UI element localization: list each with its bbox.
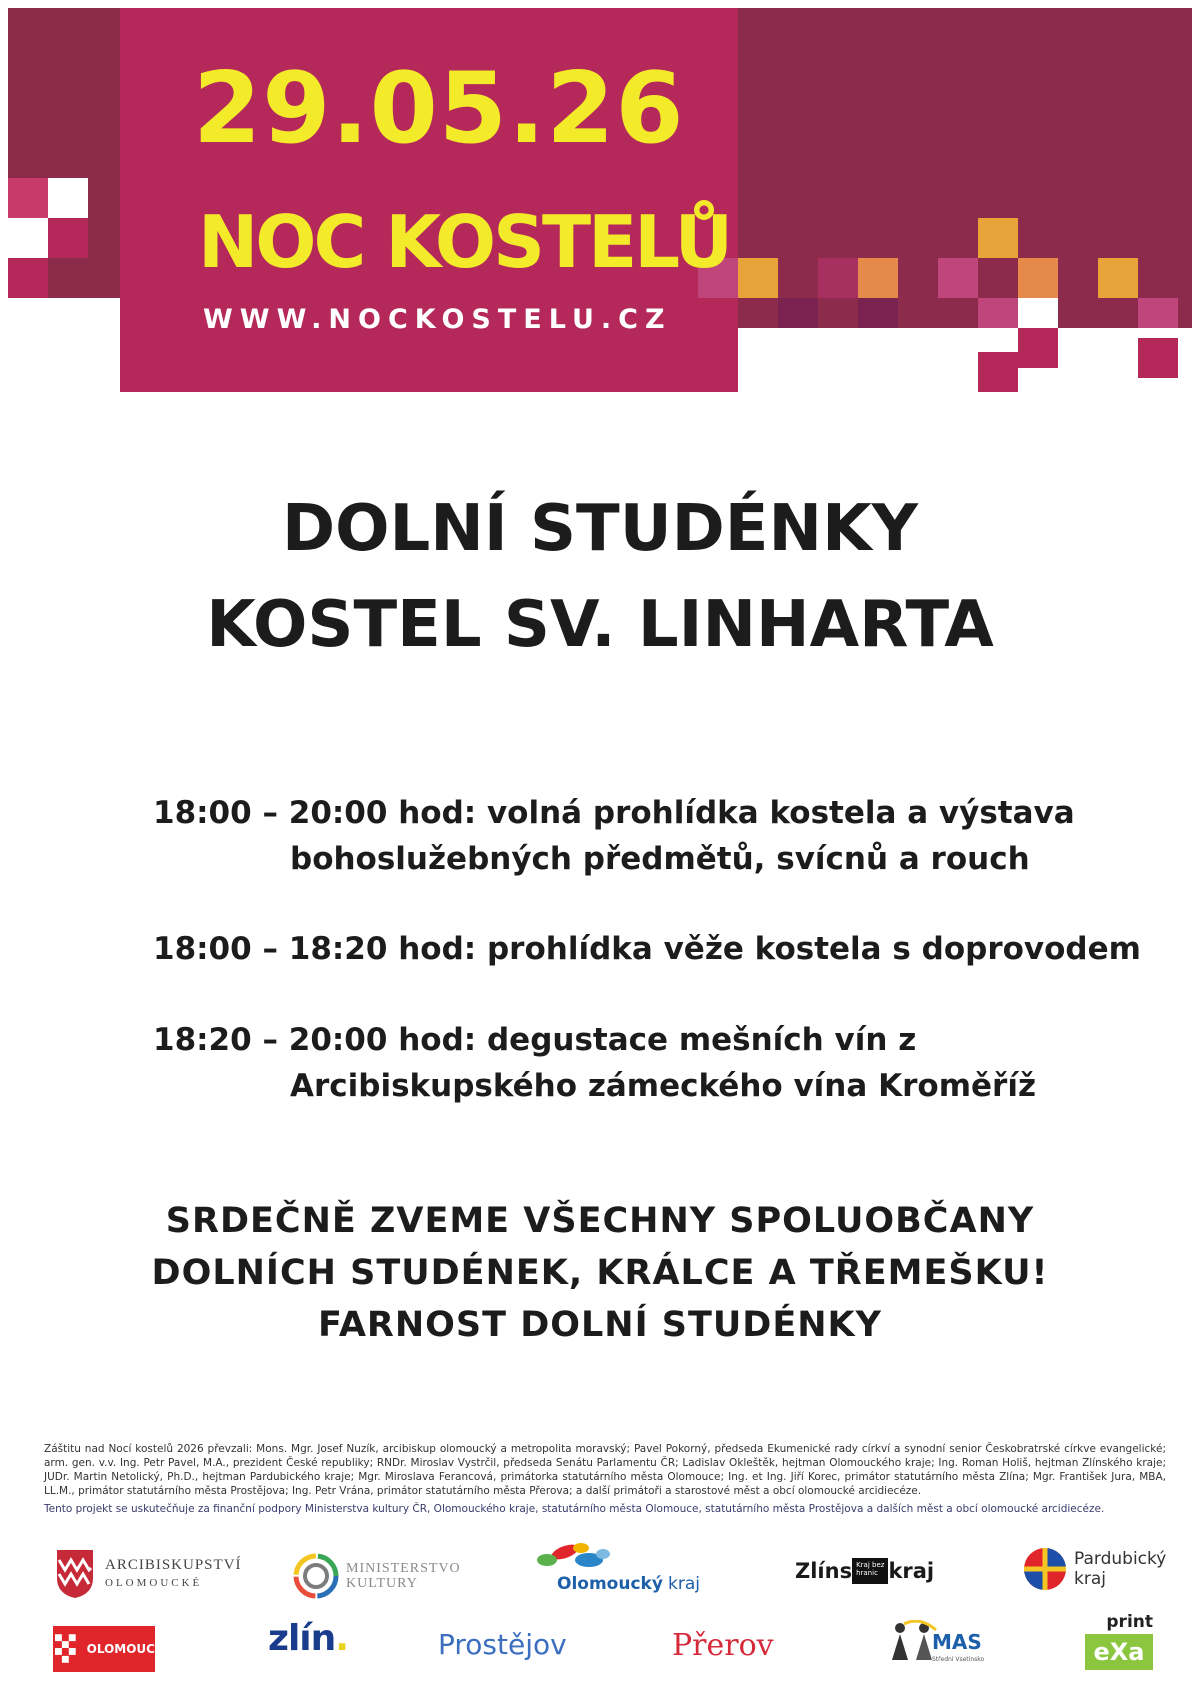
logo-olomouc-text: OLOMOUC (86, 1642, 155, 1656)
logo-mas-name: MAS (932, 1630, 982, 1654)
logo-ministerstvo-line2: KULTURY (346, 1576, 418, 1591)
logo-arcibiskupstvi-line2: OLOMOUCKÉ (105, 1577, 203, 1589)
mosaic-tile (818, 258, 858, 298)
mosaic-tile (938, 258, 978, 298)
schedule-item-line: 18:00 – 18:20 hod: prohlídka věže kostela s doprovodem (153, 931, 1141, 967)
event-name: NOC KOSTELŮ (198, 200, 731, 284)
logo-olomouc (53, 1626, 155, 1672)
logo-olomoucky-kraj (525, 1540, 700, 1604)
mosaic-tile (48, 178, 88, 218)
logo-arcibiskupstvi-line1: ARCIBISKUPSTVÍ (105, 1557, 242, 1573)
mosaic-tile (1058, 328, 1098, 368)
logo-zlin-text: zlín (268, 1618, 336, 1659)
logo-zlinsky-box-line2: hranic (856, 1569, 878, 1577)
schedule-item (153, 926, 1163, 972)
mosaic-tile (8, 178, 48, 218)
mosaic-tile (978, 352, 1018, 392)
logo-zlinsky-left: Zlíns (795, 1559, 853, 1583)
pardubicky-emblem-icon (1022, 1546, 1068, 1592)
support-text: Tento projekt se uskutečňuje za finanční podpory Ministerstva kultury ČR, Olomouckého kraje, statutárního města Olomouce, statutárního města Prostějova a dalších měst a obcí olomoucké arcidiecéze. (44, 1503, 1105, 1515)
logo-prostejov-text: Prostějov (438, 1628, 567, 1661)
logo-prostejov (438, 1628, 567, 1661)
logo-zlinsky-box (852, 1558, 888, 1584)
logo-zlinsky-kraj (795, 1558, 934, 1584)
headline-place: DOLNÍ STUDÉNKY (281, 492, 919, 566)
mosaic-tile (48, 218, 88, 258)
logo-pardubicky-kraj (1022, 1546, 1166, 1592)
patronage-text: Záštitu nad Nocí kostelů 2026 převzali: Mons. Mgr. Josef Nuzík, arcibiskup olomoucký a metropolita moravský; Pavel Pokorný, předseda Ekumenické rady církví a synodní senior Českobratrské církve evangelické; arm. gen. v.v. Ing. Petr Pavel, M.A., prezident České republiky; RNDr. Miroslav Vystrčil, předseda Senátu Parlamentu ČR; Ladislav Okleštěk, hejtman Olomouckého kraje; Ing. Roman Holiš, hejtman Zlínského kraje; JUDr. Martin Netolický, Ph.D., hejtman Pardubického kraje; Mgr. Miroslava Ferancová, primátorka statutárního města Olomouce; Ing. et Ing. Jiří Korec, primátor statutárního města Zlína; Mgr. František Jura, MBA, LL.M., primátor statutárního města Prostějova; Ing. Petr Vrána, primátor statutárního města Přerova; a další primátoři a starostové měst a obcí olomoucké arcidiecéze. (44, 1443, 1166, 1497)
schedule-item-continuation: Arcibiskupského zámeckého vína Kroměříž (290, 1068, 1036, 1104)
invitation-line: DOLNÍCH STUDÉNEK, KRÁLCE A TŘEMEŠKU! (151, 1253, 1049, 1293)
logo-mas (890, 1616, 990, 1672)
logo-prerov (672, 1628, 774, 1663)
mosaic-tile (8, 258, 48, 298)
headline-church: KOSTEL SV. LINHARTA (206, 588, 994, 662)
logo-print-top: print (1106, 1612, 1153, 1632)
mosaic-gap (738, 328, 1192, 392)
mosaic-tile (1018, 258, 1058, 298)
schedule-item (153, 790, 1163, 882)
mosaic-tile (8, 218, 48, 258)
logo-print-exa (1085, 1612, 1157, 1672)
ministry-ring-icon (290, 1550, 342, 1602)
event-date: 29.05.26 (193, 52, 685, 166)
logo-print-bottom: eXa (1085, 1634, 1153, 1670)
logo-pardubicky-line1: Pardubický (1074, 1549, 1167, 1569)
logo-pardubicky-line2: kraj (1074, 1569, 1106, 1589)
schedule-item-line: 18:00 – 20:00 hod: volná prohlídka kostela a výstava (153, 795, 1075, 831)
mosaic-tile (1138, 338, 1178, 378)
logo-zlinsky-right: kraj (888, 1559, 935, 1583)
logo-ministerstvo-line1: MINISTERSTVO (346, 1561, 461, 1576)
logo-olomoucky-normal: kraj (668, 1574, 700, 1594)
mosaic-tile (1018, 328, 1058, 368)
logo-zlin-dot: . (335, 1618, 349, 1659)
schedule-item (153, 1017, 1163, 1109)
mosaic-tile (978, 218, 1018, 258)
olomouc-grid-icon (55, 1634, 77, 1664)
logo-olomoucky-bold: Olomoucký (557, 1574, 663, 1594)
event-website: WWW.NOCKOSTELU.CZ (203, 304, 672, 335)
mosaic-tile (1098, 258, 1138, 298)
logo-zlinsky-box-line1: Kraj bez (856, 1561, 885, 1569)
coat-of-arms-icon (55, 1548, 95, 1600)
schedule-item-continuation: bohoslužebných předmětů, svícnů a rouch (290, 841, 1030, 877)
logo-mas-sub: Střední Vsetínsko (932, 1656, 985, 1663)
petal-icon (525, 1540, 615, 1576)
mosaic-tile (738, 258, 778, 298)
mosaic-tile (8, 298, 120, 392)
logo-arcibiskupstvi (55, 1548, 242, 1600)
schedule-item-line: 18:20 – 20:00 hod: degustace mešních vín z (153, 1022, 917, 1058)
mosaic-tile (858, 258, 898, 298)
invitation-signature: FARNOST DOLNÍ STUDÉNKY (317, 1305, 883, 1345)
invitation-line: SRDEČNĚ ZVEME VŠECHNY SPOLUOBČANY (165, 1201, 1035, 1241)
logo-ministerstvo-kultury (290, 1550, 461, 1602)
event-banner (8, 8, 1192, 392)
logo-prerov-text: Přerov (672, 1628, 774, 1663)
logo-zlin (268, 1618, 349, 1659)
